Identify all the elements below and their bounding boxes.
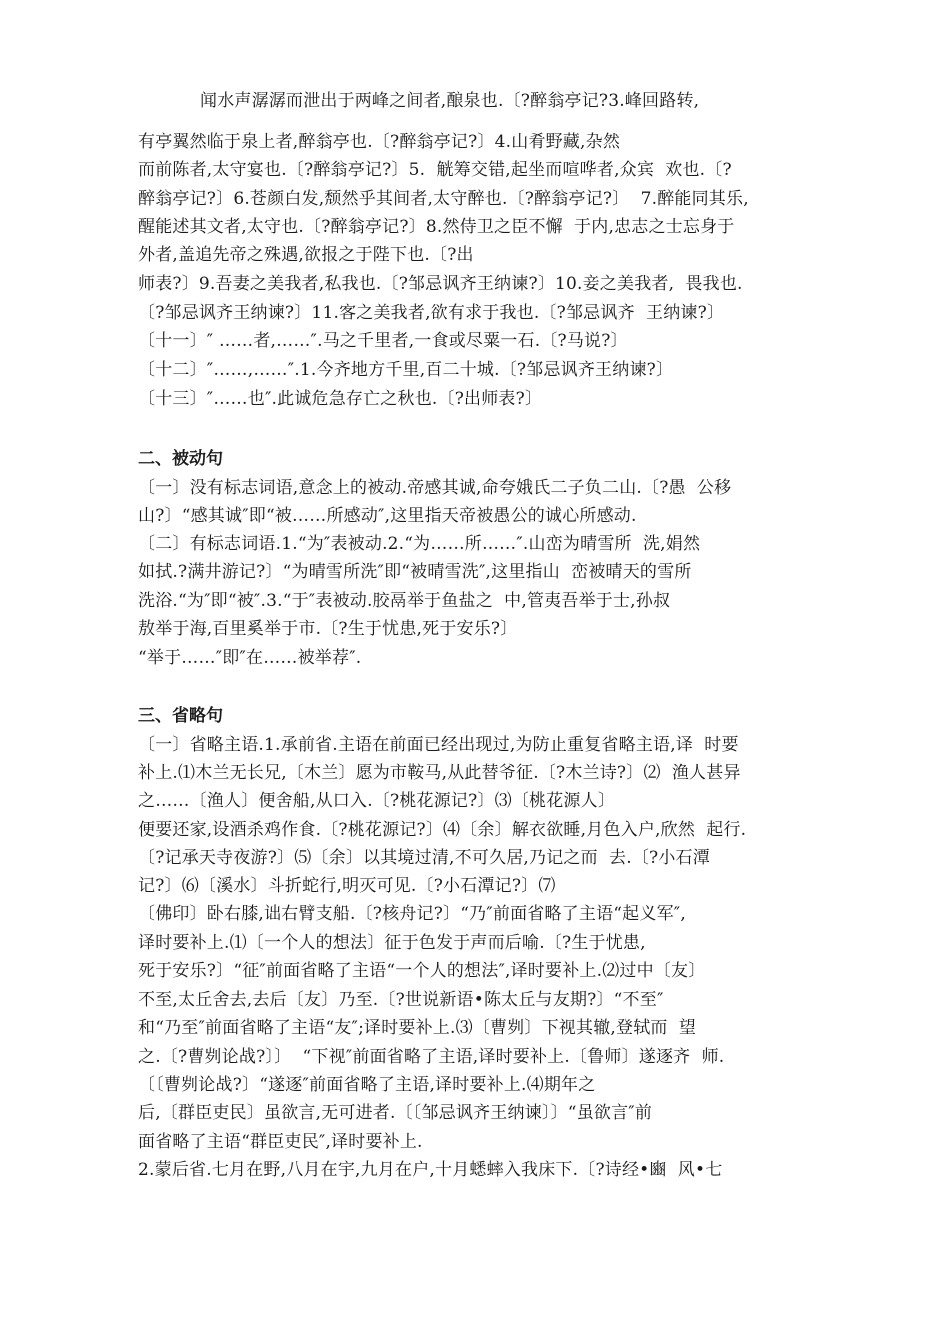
- text-line: 2.蒙后省.七月在野,八月在宇,九月在户,十月蟋蟀入我床下.〔?诗经•豳 风•七: [138, 1160, 723, 1180]
- text-line: 有亭翼然临于泉上者,醉翁亭也.〔?醉翁亭记?〕4.山肴野藏,杂然: [138, 132, 621, 152]
- text-line: 醉翁亭记?〕6.苍颜白发,颓然乎其间者,太守醉也.〔?醉翁亭记?〕 7.醉能同其乐,: [138, 189, 749, 209]
- text-line: 〔佛印〕卧右膝,诎右臂支船.〔?核舟记?〕“乃″前面省略了主语“起义军″,: [138, 904, 686, 924]
- text-line: 译时要补上.⑴〔一个人的想法〕征于色发于声而后喻.〔?生于忧患,: [138, 933, 646, 953]
- text-line: 记?〕⑹〔溪水〕斗折蛇行,明灭可见.〔?小石潭记?〕⑺: [138, 876, 556, 896]
- text-line: 〔二〕有标志词语.1.“为″表被动.2.“为……所……″.山峦为晴雪所 洗,娟然: [138, 534, 701, 554]
- text-line: 〔十一〕″ ……者,……″.马之千里者,一食或尽粟一石.〔?马说?〕: [138, 331, 628, 351]
- text-line: 〔?记承天寺夜游?〕⑸〔余〕以其境过清,不可久居,乃记之而 去.〔?小石潭: [138, 848, 710, 868]
- text-line: 〔?邹忌讽齐王纳谏?〕11.客之美我者,欲有求于我也.〔?邹忌讽齐 王纳谏?〕: [138, 303, 725, 323]
- text-line: 〔〔曹刿论战?〕“遂逐″前面省略了主语,译时要补上.⑷期年之: [138, 1075, 596, 1095]
- text-line: 〔一〕省略主语.1.承前省.主语在前面已经出现过,为防止重复省略主语,译 时要: [138, 735, 739, 755]
- text-line: 而前陈者,太守宴也.〔?醉翁亭记?〕5. 觥筹交错,起坐而喧哗者,众宾 欢也.〔?: [138, 160, 732, 180]
- text-line: 便要还家,设酒杀鸡作食.〔?桃花源记?〕⑷〔余〕解衣欲睡,月色入户,欣然 起行.: [138, 820, 747, 840]
- text-line: 醒能述其文者,太守也.〔?醉翁亭记?〕8.然侍卫之臣不懈 于内,忠志之士忘身于: [138, 217, 735, 237]
- section-heading: 二、被动句: [138, 449, 223, 469]
- text-line: 面省略了主语“群臣吏民″,译时要补上.: [138, 1132, 423, 1152]
- text-line: 〔十三〕″……也″.此诚危急存亡之秋也.〔?出师表?〕: [138, 389, 543, 409]
- text-line: 〔十二〕″……,……″.1.今齐地方千里,百二十城.〔?邹忌讽齐王纳谏?〕: [138, 360, 674, 380]
- text-line: 洗浴.“为″即“被″.3.“于″表被动.胶鬲举于鱼盐之 中,管夷吾举于士,孙叔: [138, 591, 671, 611]
- text-line: 师表?〕9.吾妻之美我者,私我也.〔?邹忌讽齐王纳谏?〕10.妾之美我者, 畏我也.: [138, 274, 743, 294]
- text-line: 山?〕“感其诚″即“被……所感动″,这里指天帝被愚公的诚心所感动.: [138, 506, 637, 526]
- text-line: 外者,盖追先帝之殊遇,欲报之于陛下也.〔?出: [138, 245, 474, 265]
- text-line: 后,〔群臣吏民〕虽欲言,无可进者.〔〔邹忌讽齐王纳谏〕〕“虽欲言″前: [138, 1103, 653, 1123]
- text-line: 〔一〕没有标志词语,意念上的被动.帝感其诚,命夸娥氏二子负二山.〔?愚 公移: [138, 478, 732, 498]
- text-line: 闻水声潺潺而泄出于两峰之间者,酿泉也.〔?醉翁亭记?3.峰回路转,: [200, 91, 700, 111]
- text-line: “举于……″即″在……被举荐″.: [138, 648, 362, 668]
- text-line: 补上.⑴木兰无长兄,〔木兰〕愿为市鞍马,从此替爷征.〔?木兰诗?〕⑵ 渔人甚异: [138, 763, 741, 783]
- text-line: 之.〔?曹刿论战?〕〕 “下视″前面省略了主语,译时要补上.〔鲁师〕遂逐齐 师.: [138, 1047, 725, 1067]
- section-heading: 三、省略句: [138, 706, 223, 726]
- text-line: 敖举于海,百里奚举于市.〔?生于忧患,死于安乐?〕: [138, 619, 518, 639]
- text-line: 之……〔渔人〕便舍船,从口入.〔?桃花源记?〕⑶〔桃花源人〕: [138, 791, 616, 811]
- text-line: 和“乃至″前面省略了主语“友″;译时要补上.⑶〔曹刿〕下视其辙,登轼而 望: [138, 1018, 697, 1038]
- text-line: 死于安乐?〕“征″前面省略了主语“一个人的想法″,译时要补上.⑵过中〔友〕: [138, 961, 706, 981]
- text-line: 不至,太丘舍去,去后〔友〕乃至.〔?世说新语•陈太丘与友期?〕“不至″: [138, 990, 664, 1010]
- text-line: 如拭.?满井游记?〕“为晴雪所洗″即“被晴雪洗″,这里指山 峦被晴天的雪所: [138, 562, 692, 582]
